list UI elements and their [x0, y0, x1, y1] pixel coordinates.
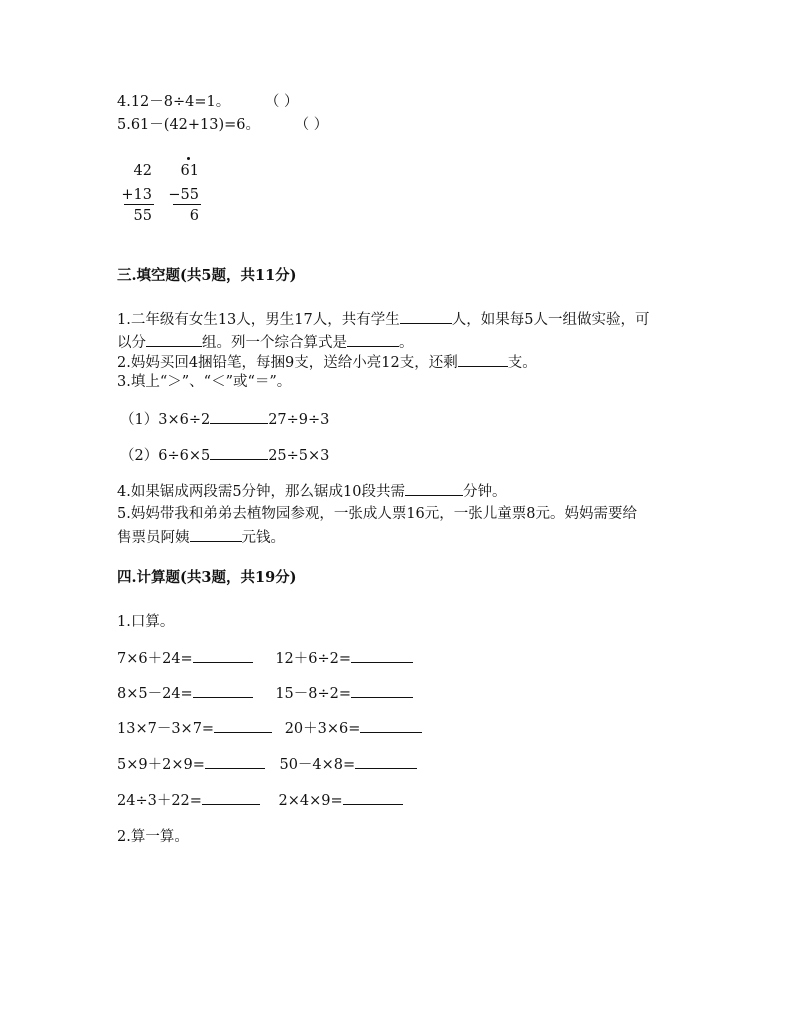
vertical-right-result: 6: [189, 208, 199, 224]
fill-q5-line1: 5.妈妈带我和弟弟去植物园参观，一张成人票16元，一张儿童票8元。妈妈需要给: [117, 506, 638, 522]
oral-expr: 13×7－3×7=: [117, 721, 215, 737]
oral-expr: 5×9＋2×9=: [117, 757, 205, 773]
oral-expr: 12＋6÷2=: [275, 651, 352, 667]
judge-item-4-answer[interactable]: （ ）: [264, 94, 299, 110]
fill-q2-text-b: 支。: [507, 355, 537, 371]
oral-blank[interactable]: [351, 683, 413, 698]
fill-q1-line2: [117, 332, 414, 353]
fill-q1-text-b: 人，如果每5人一组做实验，可: [451, 312, 650, 328]
section-3-title: 三.填空题(共5题，共11分): [117, 267, 297, 284]
judge-item-5: [117, 115, 328, 135]
fill-q3-1-right: 27÷9÷3: [268, 412, 330, 428]
fill-q1-text-c: 以分: [117, 335, 146, 351]
fill-q1-text-d: 组。列一个综合算式是: [202, 335, 347, 351]
oral-expr: 2×4×9=: [278, 793, 343, 809]
oral-expr: 24÷3＋22=: [117, 793, 202, 809]
fill-q4: [117, 481, 507, 502]
judge-item-4-text: 4.12－8÷4=1。: [117, 94, 231, 110]
fill-q4-text-b: 分钟。: [463, 484, 507, 500]
judge-item-5-answer[interactable]: （ ）: [294, 117, 329, 133]
fill-q3-1-blank[interactable]: [210, 409, 268, 424]
vertical-right-rule: [173, 204, 201, 205]
fill-q5-line2: [117, 527, 285, 548]
oral-blank[interactable]: [351, 648, 413, 663]
fill-q1-blank-3[interactable]: [347, 332, 399, 347]
fill-q3-1-left: （1）3×6÷2: [120, 412, 211, 428]
fill-q5-blank[interactable]: [190, 527, 242, 542]
oral-expr: 7×6＋24=: [117, 651, 193, 667]
oral-expr: 20＋3×6=: [284, 721, 361, 737]
oral-blank[interactable]: [343, 790, 403, 805]
vertical-left-top: 42: [133, 163, 152, 179]
oral-row-3: [117, 718, 422, 739]
fill-q1-blank-1[interactable]: [400, 309, 452, 324]
oral-row-5: [117, 790, 403, 811]
fill-q1-line1: [117, 309, 649, 330]
oral-blank[interactable]: [214, 718, 272, 733]
section-4-title: 四.计算题(共3题，共19分): [117, 569, 297, 586]
judge-item-4: [117, 92, 298, 112]
fill-q3-2-blank[interactable]: [210, 445, 268, 460]
oral-row-4: [117, 754, 417, 775]
fill-q2: [117, 352, 537, 373]
oral-expr: 50－4×8=: [279, 757, 356, 773]
vertical-right-top: 61: [180, 163, 199, 179]
fill-q3-2-right: 25÷5×3: [268, 448, 330, 464]
oral-row-2: [117, 683, 413, 704]
borrow-dot: [187, 157, 190, 160]
oral-blank[interactable]: [360, 718, 422, 733]
judge-item-5-text: 5.61－(42+13)=6。: [117, 117, 261, 133]
fill-q3-1: [120, 409, 329, 430]
fill-q4-blank[interactable]: [405, 481, 463, 496]
oral-row-1: [117, 648, 413, 669]
fill-q5-text-b: 售票员阿姨: [117, 530, 190, 546]
fill-q5-text-c: 元钱。: [241, 530, 285, 546]
calc-q2-label: 2.算一算。: [117, 829, 189, 845]
vertical-left-mid: +13: [121, 187, 152, 203]
oral-blank[interactable]: [205, 754, 265, 769]
fill-q2-text-a: 2.妈妈买回4捆铅笔，每捆9支，送给小亮12支，还剩: [117, 355, 458, 371]
vertical-left-result: 55: [133, 208, 152, 224]
fill-q3: 3.填上“＞”、“＜”或“＝”。: [117, 374, 292, 390]
vertical-left-rule: [124, 204, 154, 205]
oral-expr: 15－8÷2=: [275, 686, 352, 702]
fill-q3-2: [120, 445, 329, 466]
oral-blank[interactable]: [193, 683, 253, 698]
vertical-right-mid: −55: [168, 187, 199, 203]
oral-blank[interactable]: [355, 754, 417, 769]
fill-q1-blank-2[interactable]: [146, 332, 202, 347]
fill-q1-text-e: 。: [399, 335, 414, 351]
calc-q1-label: 1.口算。: [117, 614, 175, 630]
oral-expr: 8×5－24=: [117, 686, 193, 702]
fill-q1-text-a: 1.二年级有女生13人，男生17人，共有学生: [117, 312, 400, 328]
oral-blank[interactable]: [202, 790, 260, 805]
fill-q4-text-a: 4.如果锯成两段需5分钟，那么锯成10段共需: [117, 484, 406, 500]
fill-q3-2-left: （2）6÷6×5: [120, 448, 211, 464]
oral-blank[interactable]: [193, 648, 253, 663]
fill-q2-blank[interactable]: [458, 352, 508, 367]
